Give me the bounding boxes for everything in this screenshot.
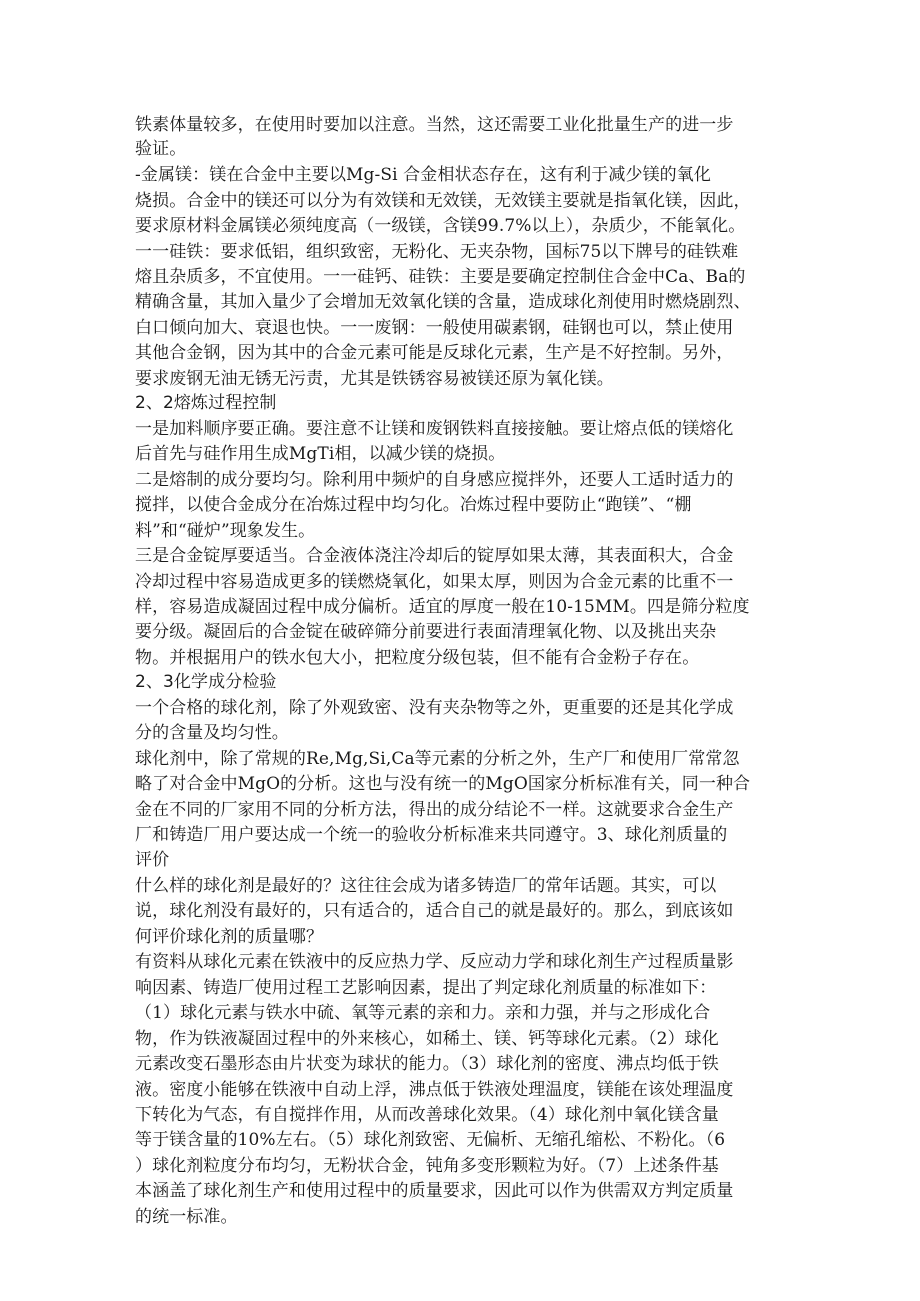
text-line: 物，作为铁液凝固过程中的外来核心，如稀土、镁、钙等球化元素。（2）球化: [135, 1029, 719, 1049]
text-line: 何评价球化剂的质量哪？: [135, 927, 324, 947]
text-line: 本涵盖了球化剂生产和使用过程中的质量要求，因此可以作为供需双方判定质量: [135, 1181, 734, 1201]
text-line: 液。密度小能够在铁液中自动上浮，沸点低于铁液处理温度，镁能在该处理温度: [135, 1080, 734, 1100]
text-line: 一是加料顺序要正确。要注意不让镁和废钢铁料直接接触。要让熔点低的镁熔化: [135, 419, 734, 439]
section-heading: 2、3化学成分检验: [135, 672, 277, 692]
text-line: 评价: [135, 850, 170, 870]
text-line: 熔且杂质多，不宜使用。一一硅钙、硅铁：主要是要确定控制住合金中Ca、Ba的: [135, 267, 746, 287]
text-line: 分的含量及均匀性。: [135, 723, 289, 743]
text-line: 说，球化剂没有最好的，只有适合的，适合自己的就是最好的。那么，到底该如: [135, 901, 734, 921]
text-line: 其他合金钢，因为其中的合金元素可能是反球化元素，生产是不好控制。另外，: [135, 343, 734, 363]
text-line: 什么样的球化剂是最好的？这往往会成为诸多铸造厂的常年话题。其实，可以: [135, 876, 717, 896]
text-line: 厂和铸造厂用户要达成一个统一的验收分析标准来共同遵守。3、球化剂质量的: [135, 825, 728, 845]
text-line: -金属镁：镁在合金中主要以Mg-Si 合金相状态存在，这有利于减少镁的氧化: [135, 165, 711, 185]
text-line: 铁素体量较多，在使用时要加以注意。当然，这还需要工业化批量生产的进一步: [135, 115, 734, 135]
text-line: 物。并根据用户的铁水包大小，把粒度分级包装，但不能有合金粉子存在。: [135, 648, 700, 668]
text-line: 冷却过程中容易造成更多的镁燃烧氧化，如果太厚，则因为合金元素的比重不一: [135, 572, 734, 592]
text-line: 金在不同的厂家用不同的分析方法，得出的成分结论不一样。这就要求合金生产: [135, 800, 734, 820]
text-line: 等于镁含量的10%左右。（5）球化剂致密、无偏析、无缩孔缩松、不粉化。（6: [135, 1130, 726, 1150]
text-line: ）球化剂粒度分布均匀，无粉状合金，钝角多变形颗粒为好。（7）上述条件基: [135, 1156, 719, 1176]
text-line: 响因素、铸造厂使用过程工艺影响因素，提出了判定球化剂质量的标准如下：: [135, 978, 717, 998]
section-heading: 2、2熔炼过程控制: [135, 393, 277, 413]
text-line: 烧损。合金中的镁还可以分为有效镁和无效镁，无效镁主要就是指氧化镁，因此，: [135, 191, 751, 211]
text-line: 精确含量，其加入量少了会增加无效氧化镁的含量，造成球化剂使用时燃烧剧烈、: [135, 292, 751, 312]
text-line: 三是合金锭厚要适当。合金液体浇注冷却后的锭厚如果太薄，其表面积大，合金: [135, 546, 734, 566]
text-line: 白口倾向加大、衰退也快。一一废钢：一般使用碳素钢，硅钢也可以，禁止使用: [135, 318, 734, 338]
text-line: 验证。: [135, 139, 187, 159]
text-line: 的统一标准。: [135, 1207, 238, 1227]
text-line: 搅拌，以使合金成分在冶炼过程中均匀化。冶炼过程中要防止“跑镁”、“棚: [135, 495, 692, 515]
text-line: 略了对合金中MgO的分析。这也与没有统一的MgO国家分析标准有关，同一种合: [135, 774, 751, 794]
text-line: 后首先与硅作用生成MgTi相，以减少镁的烧损。: [135, 444, 506, 464]
text-line: 要分级。凝固后的合金锭在破碎筛分前要进行表面清理氧化物、以及挑出夹杂: [135, 622, 717, 642]
text-line: 元素改变石墨形态由片状变为球状的能力。（3）球化剂的密度、沸点均低于铁: [135, 1054, 719, 1074]
text-line: （1）球化元素与铁水中硫、氧等元素的亲和力。亲和力强，并与之形成化合: [135, 1003, 711, 1023]
text-line: 二是熔制的成分要均匀。除利用中频炉的自身感应搅拌外，还要人工适时适力的: [135, 470, 734, 490]
text-line: 料”和“碰炉”现象发生。: [135, 521, 316, 541]
text-line: 要求废钢无油无锈无污责，尤其是铁锈容易被镁还原为氧化镁。: [135, 369, 614, 389]
text-line: 要求原材料金属镁必须纯度高（一级镁，含镁99.7%以上），杂质少，不能氧化。: [135, 216, 746, 236]
text-line: 一一硅铁：要求低铝，组织致密，无粉化、无夹杂物，国标75以下牌号的硅铁难: [135, 242, 739, 262]
text-line: 一个合格的球化剂，除了外观致密、没有夹杂物等之外，更重要的还是其化学成: [135, 698, 734, 718]
text-line: 有资料从球化元素在铁液中的反应热力学、反应动力学和球化剂生产过程质量影: [135, 952, 734, 972]
text-line: 下转化为气态，有自搅拌作用，从而改善球化效果。（4）球化剂中氧化镁含量: [135, 1105, 719, 1125]
text-line: 球化剂中，除了常规的Re,Mg,Si,Ca等元素的分析之外，生产厂和使用厂常常忽: [135, 749, 740, 769]
text-line: 样，容易造成凝固过程中成分偏析。适宜的厚度一般在10-15MM。四是筛分粒度: [135, 597, 750, 617]
